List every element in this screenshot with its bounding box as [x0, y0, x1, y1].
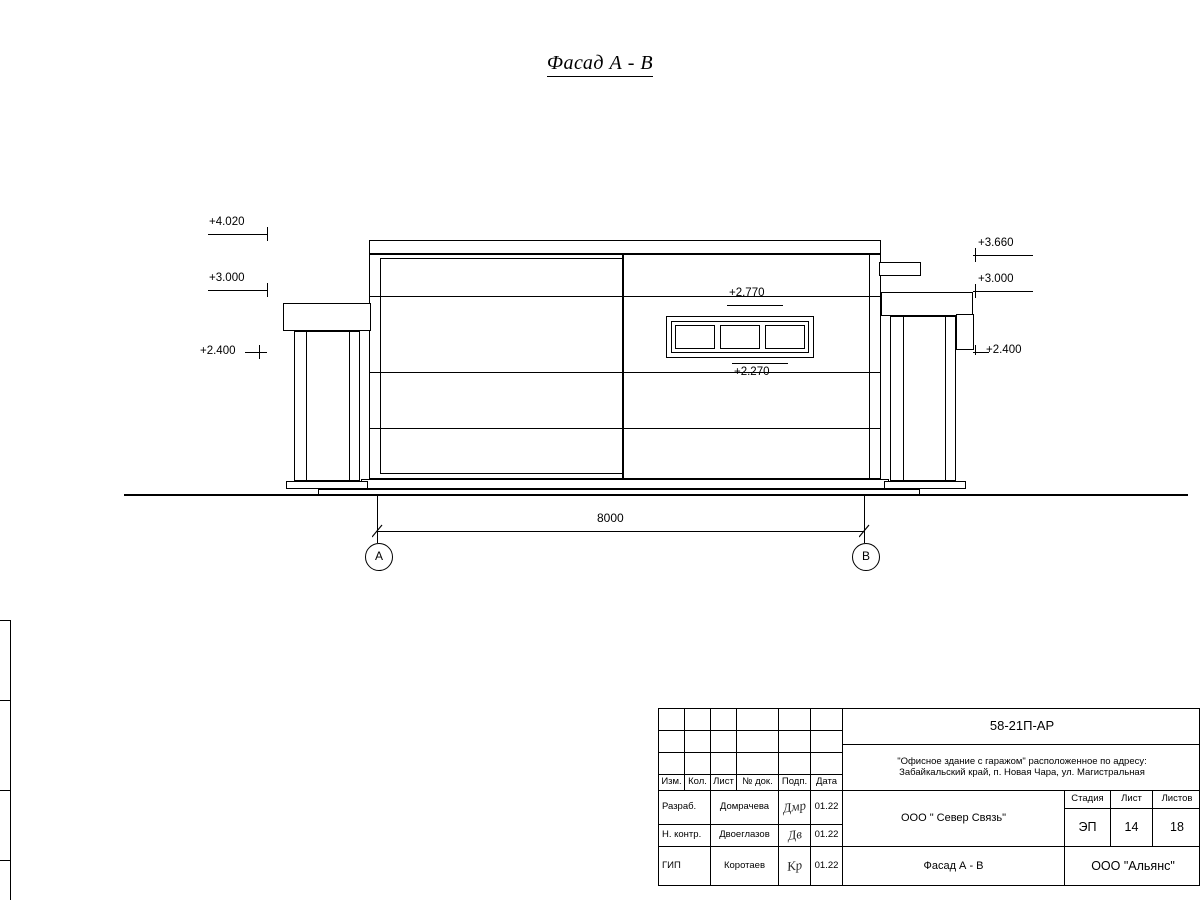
panel-reveal-line — [380, 258, 623, 259]
right-annex-edge-line — [945, 316, 946, 481]
stamp-sheet-value: 14 — [1111, 809, 1153, 847]
panel-joint-line — [369, 372, 623, 373]
margin-tick — [0, 700, 10, 701]
stamp-blank-cell — [779, 731, 811, 753]
stamp-blank-cell — [685, 709, 711, 731]
left-annex-wall — [294, 331, 360, 481]
right-annex-edge-line — [903, 316, 904, 481]
level-leader-line — [208, 234, 268, 235]
stamp-role-gip: ГИП — [659, 847, 711, 886]
stamp-blank-cell — [737, 731, 779, 753]
page-title-text: Фасад А - В — [547, 52, 653, 77]
stamp-sheet-header: Лист — [1111, 791, 1153, 809]
axis-line — [377, 531, 378, 543]
panel-reveal-line — [380, 473, 623, 474]
sheet-left-border — [10, 620, 11, 900]
stamp-blank-cell — [685, 753, 711, 775]
left-annex-edge-line — [306, 331, 307, 481]
plinth — [361, 479, 889, 489]
axis-bubble-b-label: В — [861, 549, 870, 563]
ground-line — [124, 494, 1188, 496]
stamp-col-header-data: Дата — [811, 775, 843, 791]
level-label-2270: +2.270 — [734, 366, 770, 378]
stamp-date-gip: 01.22 — [811, 847, 843, 886]
panel-reveal-line — [869, 254, 870, 479]
stamp-blank-cell — [811, 731, 843, 753]
level-label-3000-left: +3.000 — [209, 272, 245, 284]
window-sash — [765, 325, 805, 349]
stamp-company: ООО "Альянс" — [1091, 859, 1175, 874]
window-sash — [675, 325, 715, 349]
dimension-line — [377, 531, 865, 532]
panel-joint-line — [623, 428, 881, 429]
panel-reveal-line — [380, 258, 381, 473]
stamp-blank-cell — [737, 709, 779, 731]
signature-glyph: Дв — [786, 826, 803, 843]
stamp-sheets-value: 18 — [1153, 809, 1200, 847]
stamp-date-nkontr: 01.22 — [811, 825, 843, 847]
stamp-sheet-name: Фасад А - В — [843, 847, 1065, 886]
stamp-name-nkontr: Двоеглазов — [711, 825, 779, 847]
stamp-blank-cell — [685, 731, 711, 753]
stamp-blank-cell — [659, 753, 685, 775]
stamp-signature-nkontr — [779, 825, 811, 847]
axis-bubble-b — [852, 543, 880, 571]
right-annex-base — [884, 481, 966, 489]
stamp-name-gip: Коротаев — [711, 847, 779, 886]
stamp-role-razrab: Разраб. — [659, 791, 711, 825]
level-tick — [975, 345, 976, 355]
stamp-col-header-kol: Кол. — [685, 775, 711, 791]
stamp-stage-header: Стадия — [1065, 791, 1111, 809]
stamp-object-name — [843, 745, 1200, 791]
left-annex-edge-line — [349, 331, 350, 481]
dimension-label-8000: 8000 — [597, 511, 624, 525]
stamp-signature-gip — [779, 847, 811, 886]
margin-tick — [0, 860, 10, 861]
level-label-2770: +2.770 — [729, 287, 765, 299]
level-label-2400-right: +2.400 — [986, 344, 1022, 356]
stamp-col-header-podp: Подп. — [779, 775, 811, 791]
facade-left-panel — [369, 254, 623, 479]
signature-glyph: Кр — [785, 857, 803, 875]
right-annex-canopy — [879, 262, 921, 276]
level-tick — [975, 248, 976, 262]
stamp-sheets-header: Листов — [1153, 791, 1200, 809]
stamp-doc-code: 58-21П-АР — [843, 709, 1200, 745]
axis-bubble-a-label: А — [374, 549, 383, 563]
stamp-blank-cell — [659, 709, 685, 731]
stamp-signature-razrab — [779, 791, 811, 825]
stamp-name-razrab: Домрачева — [711, 791, 779, 825]
stamp-col-header-docno: № док. — [737, 775, 779, 791]
panel-joint-line — [369, 428, 623, 429]
roof-parapet — [369, 240, 881, 254]
level-leader-line — [208, 290, 268, 291]
stamp-blank-cell — [811, 753, 843, 775]
right-annex-wall — [890, 316, 956, 481]
right-annex-niche — [956, 314, 974, 350]
signature-glyph: Дмр — [781, 797, 807, 816]
stamp-blank-cell — [779, 753, 811, 775]
stamp-blank-cell — [711, 709, 737, 731]
stamp-blank-cell — [737, 753, 779, 775]
level-label-2400-left: +2.400 — [200, 345, 236, 357]
level-leader-line — [732, 363, 788, 364]
window-sash — [720, 325, 760, 349]
stamp-blank-cell — [659, 731, 685, 753]
level-tick — [267, 227, 268, 241]
level-label-3000-right: +3.000 — [978, 273, 1014, 285]
stamp-col-header-list: Лист — [711, 775, 737, 791]
level-leader-line — [973, 291, 1033, 292]
level-leader-line — [727, 305, 783, 306]
margin-tick — [0, 790, 10, 791]
level-tick — [259, 345, 260, 359]
stamp-stage-value: ЭП — [1065, 809, 1111, 847]
stamp-date-razrab: 01.22 — [811, 791, 843, 825]
left-annex-roof — [283, 303, 371, 331]
axis-line — [864, 531, 865, 543]
level-leader-line — [973, 255, 1033, 256]
axis-bubble-a — [365, 543, 393, 571]
title-block — [658, 708, 1200, 886]
stamp-object-line-1: "Офисное здание с гаражом" расположенное по адресу: — [897, 755, 1147, 767]
level-label-3660: +3.660 — [978, 237, 1014, 249]
level-leader-line — [245, 352, 267, 353]
stamp-object-line-2: Забайкальский край, п. Новая Чара, ул. Магистральная — [899, 766, 1145, 778]
level-tick — [267, 283, 268, 297]
stamp-designer-org: ООО " Север Связь" — [843, 791, 1065, 847]
level-label-4020: +4.020 — [209, 216, 245, 228]
margin-tick — [0, 620, 10, 621]
level-tick — [975, 284, 976, 298]
stamp-blank-cell — [711, 731, 737, 753]
left-annex-base — [286, 481, 368, 489]
stamp-blank-cell — [779, 709, 811, 731]
stamp-role-nkontr: Н. контр. — [659, 825, 711, 847]
stamp-blank-cell — [711, 753, 737, 775]
stamp-col-header-izm: Изм. — [659, 775, 685, 791]
right-annex-roof — [881, 292, 973, 316]
stamp-blank-cell — [811, 709, 843, 731]
panel-joint-line — [369, 296, 623, 297]
